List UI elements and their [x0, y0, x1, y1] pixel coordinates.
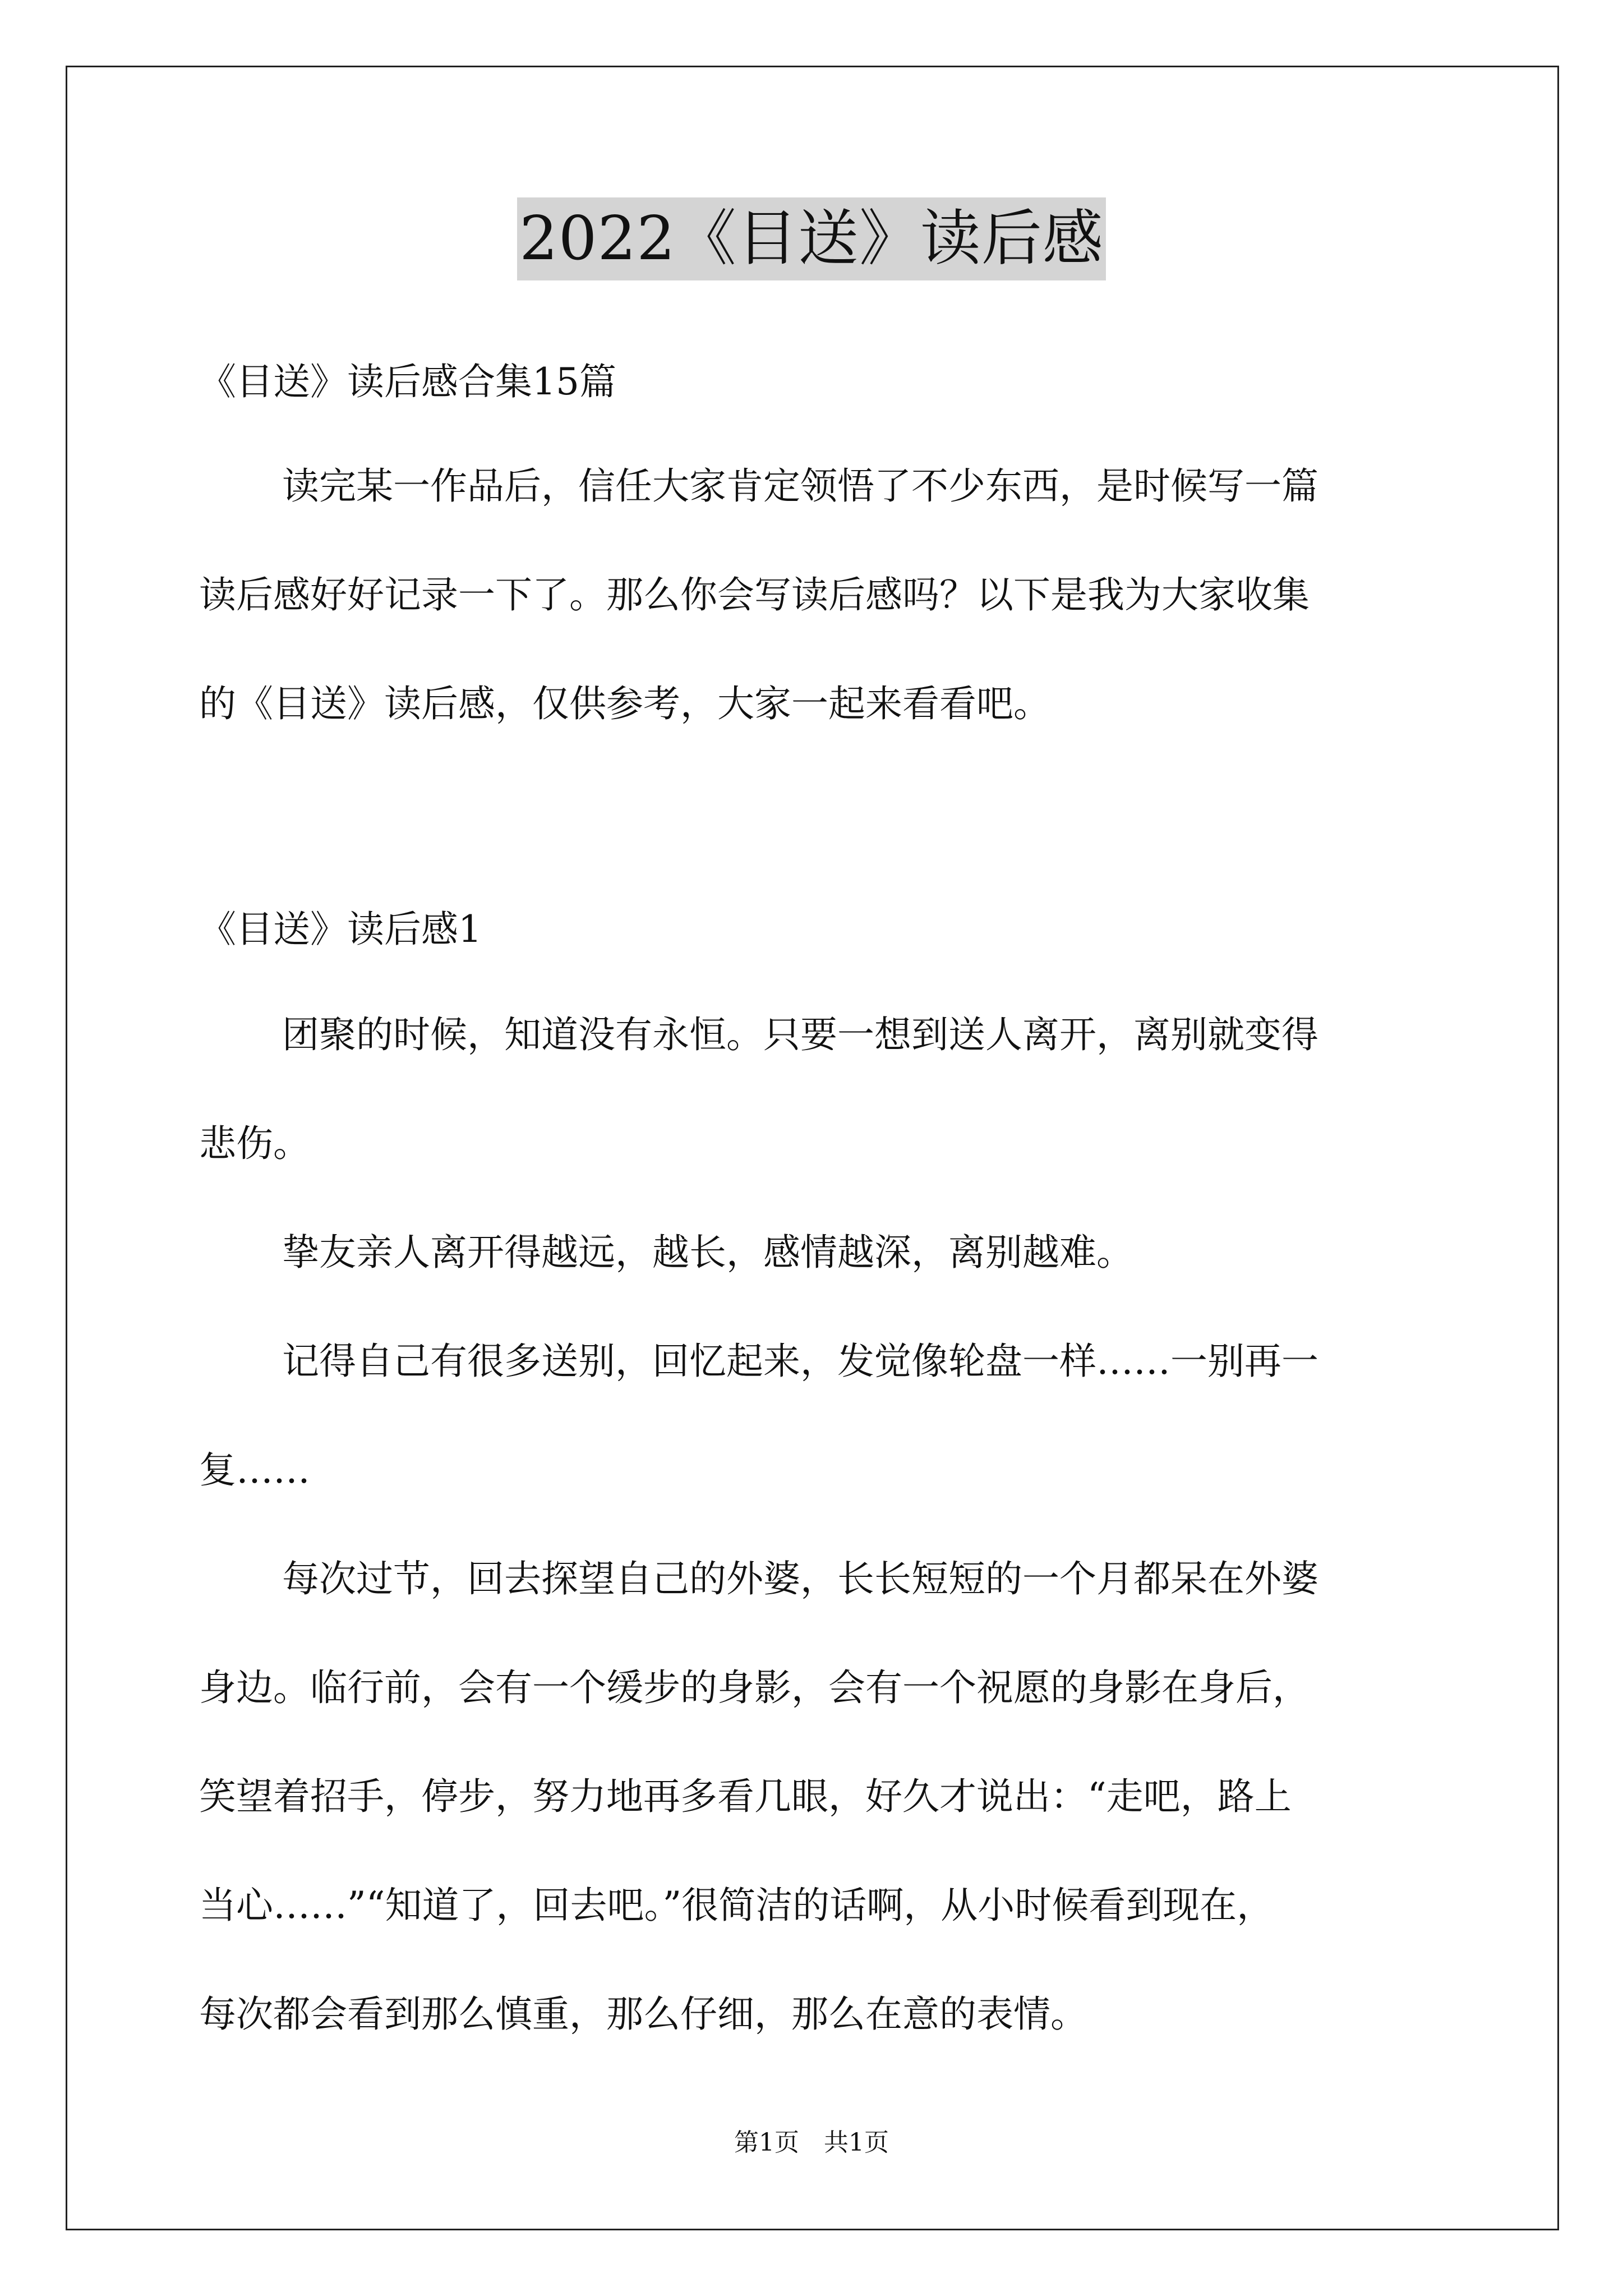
paragraph-3-cont — [199, 1416, 1467, 1525]
p2-line-1: 挚友亲人离开得越远，越长，感情越深，离别越难。 — [282, 1231, 1133, 1274]
paragraph-2 — [199, 1198, 1467, 1307]
paragraph-1-cont — [199, 1089, 1467, 1198]
p4-line-5: 每次都会看到那么慎重，那么仔细，那么在意的表情。 — [199, 1993, 1087, 2036]
p4-line-3: 笑望着招手，停步，努力地再多看几眼，好久才说出：“走吧，路上 — [199, 1775, 1292, 1818]
intro-line-2: 读后感好好记录一下了。那么你会写读后感吗？以下是我为大家收集 — [199, 573, 1310, 616]
paragraph-3 — [199, 1307, 1467, 1416]
p1-line-1: 团聚的时候，知道没有永恒。只要一想到送人离开，离别就变得 — [282, 1013, 1318, 1056]
p1-line-2: 悲伤。 — [199, 1122, 310, 1165]
page-number-footer: 第1页 共1页 — [734, 2128, 889, 2157]
p4-line-1: 每次过节，回去探望自己的外婆，长长短短的一个月都呆在外婆 — [282, 1557, 1318, 1600]
paragraph-4-cont — [199, 1634, 1467, 2069]
intro-line-3: 的《目送》读后感，仅供参考，大家一起来看看吧。 — [199, 682, 1050, 725]
title-container — [0, 197, 1623, 280]
intro-line-1: 读完某一作品后，信任大家肯定领悟了不少东西，是时候写一篇 — [282, 464, 1318, 508]
p4-line-4: 当心……”“知道了，回去吧。”很简洁的话啊，从小时候看到现在， — [199, 1884, 1274, 1927]
p3-line-1: 记得自己有很多送别，回忆起来，发觉像轮盘一样……一别再一 — [282, 1340, 1318, 1383]
document-subtitle: 《目送》读后感合集15篇 — [199, 360, 616, 403]
intro-paragraph-cont — [199, 541, 1467, 758]
paragraph-4 — [199, 1525, 1467, 1634]
p3-line-2: 复…… — [199, 1448, 310, 1492]
section-heading: 《目送》读后感1 — [199, 908, 482, 951]
p4-line-2: 身边。临行前，会有一个缓步的身影，会有一个祝愿的身影在身后， — [199, 1666, 1310, 1709]
paragraph-1 — [199, 981, 1467, 1089]
intro-paragraph — [199, 432, 1467, 541]
document-title: 2022《目送》读后感 — [517, 197, 1106, 280]
